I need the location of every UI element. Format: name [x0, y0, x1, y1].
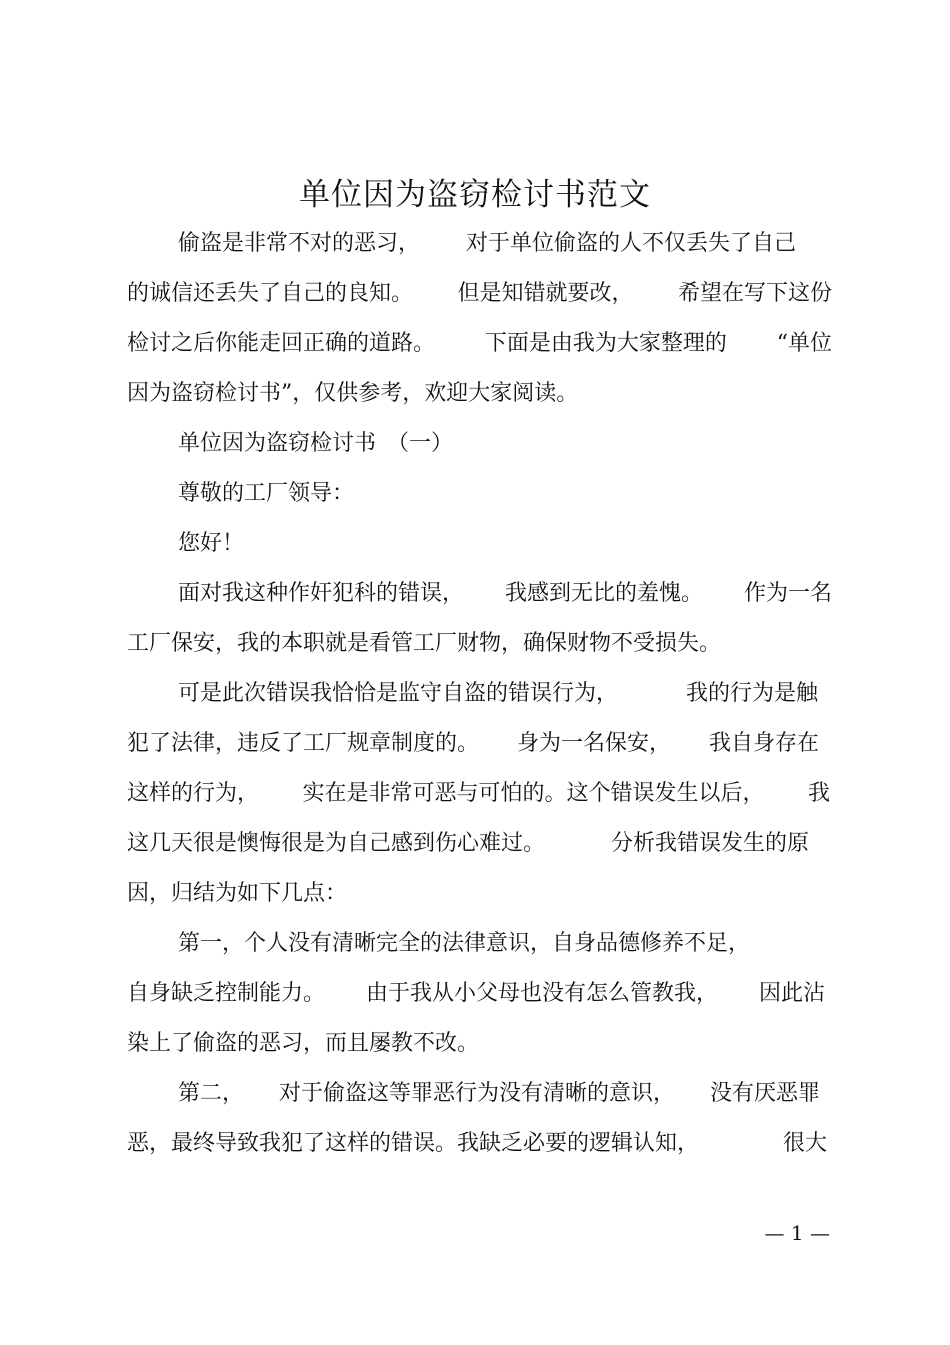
text-segment: 因，归结为如下几点： [127, 881, 348, 906]
text-segment: 尊敬的工厂领导： [178, 481, 355, 506]
text-segment: 面对我这种作奸犯科的错误， [178, 581, 465, 606]
text-segment: 工厂保安，我的本职就是看管工厂财物，确保财物不受损失。 [127, 631, 722, 656]
text-segment: 自身缺乏控制能力。 [127, 981, 326, 1006]
paragraph-line [127, 969, 825, 1019]
document-title: 单位因为盗窃检讨书范文 [299, 177, 651, 213]
text-segment: 希望在写下这份 [677, 281, 832, 306]
paragraph-line [178, 669, 818, 719]
text-segment: 您好！ [178, 531, 245, 556]
text-segment: 恶，最终导致我犯了这样的错误。我缺乏必要的逻辑认知， [127, 1131, 700, 1156]
paragraph-line [178, 1069, 820, 1119]
text-segment: 犯了法律，违反了工厂规章制度的。 [127, 731, 480, 756]
text-segment: 没有厌恶罪 [709, 1081, 820, 1106]
text-segment: 第二， [178, 1081, 245, 1106]
text-segment: 单位因为盗窃检讨书 （一） [178, 431, 454, 456]
text-segment: 因此沾 [758, 981, 825, 1006]
page-number: — 1 — [764, 1221, 830, 1245]
text-segment: 身为一名保安， [516, 731, 671, 756]
text-segment: 但是知错就要改， [457, 281, 634, 306]
paragraph-line [178, 219, 796, 269]
paragraph-line [127, 769, 830, 819]
text-segment: 分析我错误发生的原 [610, 831, 809, 856]
paragraph-line [178, 919, 832, 969]
text-segment: 我 [807, 781, 830, 806]
text-segment: 检讨之后你能走回正确的道路。 [127, 331, 436, 356]
text-segment: 我自身存在 [708, 731, 819, 756]
paragraph-line [127, 319, 832, 369]
text-segment: 染上了偷盗的恶习，而且屡教不改。 [127, 1031, 480, 1056]
text-segment: 由于我从小父母也没有怎么管教我， [365, 981, 718, 1006]
text-segment: 实在是非常可恶与可怕的。这个错误发生以后， [302, 781, 765, 806]
text-segment: 对于偷盗这等罪恶行为没有清晰的意识， [278, 1081, 675, 1106]
text-segment: 的诚信还丢失了自己的良知。 [127, 281, 414, 306]
paragraph-line [127, 719, 819, 769]
text-segment: “单位 [776, 331, 832, 356]
text-segment: 可是此次错误我恰恰是监守自盗的错误行为， [178, 681, 619, 706]
paragraph-line [127, 1019, 832, 1069]
text-segment: 我感到无比的羞愧。 [504, 581, 703, 606]
paragraph-line [127, 1119, 827, 1169]
paragraph-line [127, 869, 832, 919]
paragraph-line [127, 619, 832, 669]
paragraph-line [178, 569, 832, 619]
text-segment: 因为盗窃检讨书”，仅供参考，欢迎大家阅读。 [127, 381, 579, 406]
text-segment: 对于单位偷盗的人不仅丢失了自己 [465, 231, 796, 256]
text-segment: 偷盗是非常不对的恶习， [178, 231, 421, 256]
section-heading [178, 419, 832, 469]
paragraph-line [127, 819, 809, 869]
text-segment: 作为一名 [743, 581, 832, 606]
text-segment: 很大 [782, 1131, 827, 1156]
text-segment: 这几天很是懊悔很是为自己感到伤心难过。 [127, 831, 546, 856]
greeting [178, 519, 832, 569]
paragraph-line [127, 269, 832, 319]
salutation [178, 469, 832, 519]
paragraph-line [127, 369, 832, 419]
text-segment: 这样的行为， [127, 781, 260, 806]
text-segment: 我的行为是触 [685, 681, 818, 706]
text-segment: 下面是由我为大家整理的 [484, 331, 727, 356]
text-segment: 第一，个人没有清晰完全的法律意识，自身品德修养不足， [178, 931, 751, 956]
